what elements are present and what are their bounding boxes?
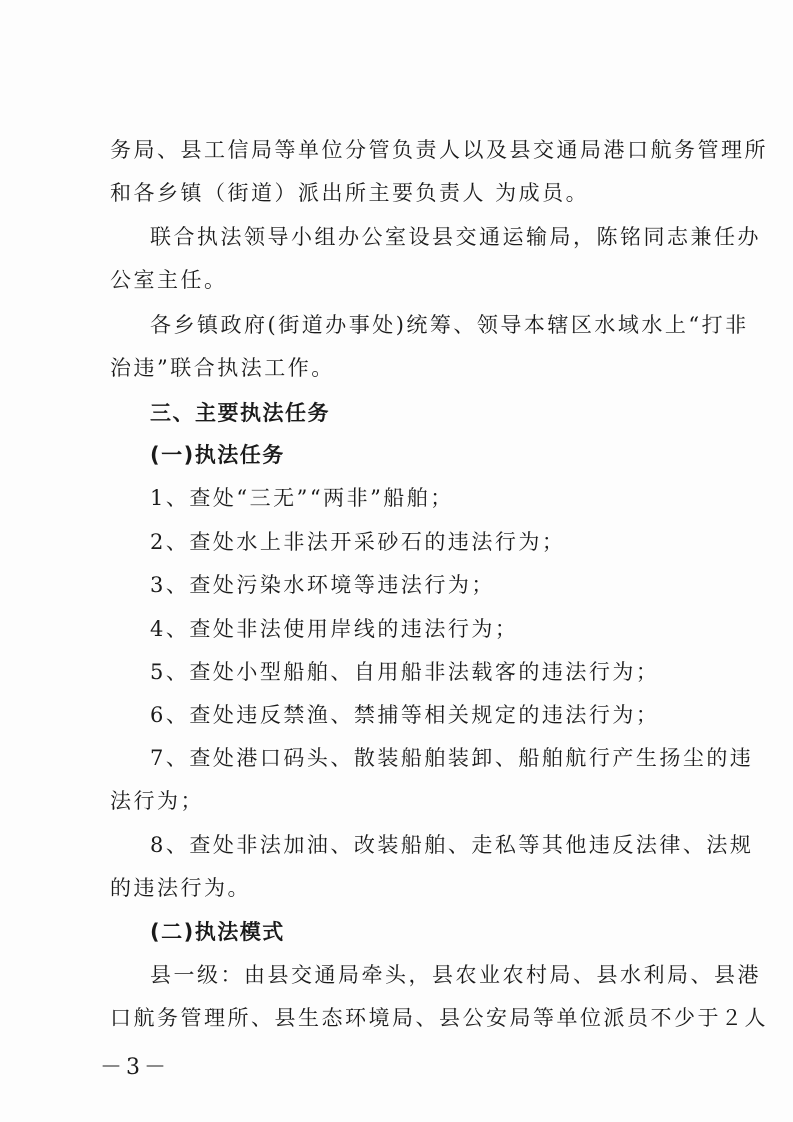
page-number: －3－	[100, 1055, 170, 1080]
task-item-5: 5、查处小型船舶、自用船非法载客的违法行为；	[150, 660, 660, 684]
task-item-7-line-2: 法行为；	[110, 789, 204, 813]
county-level-line-1: 县一级：由县交通局牵头，县农业农村局、县水利局、县港	[150, 963, 761, 987]
task-item-7-line-1: 7、查处港口码头、散装船舶装卸、船舶航行产生扬尘的违	[150, 746, 754, 770]
task-item-4: 4、查处非法使用岸线的违法行为；	[150, 617, 519, 641]
paragraph-3-line-1: 各乡镇政府(街道办事处)统筹、领导本辖区水域水上“打非	[150, 313, 749, 337]
subsection-1-title: (一)执法任务	[150, 443, 285, 467]
paragraph-1-line-2: 和各乡镇（街道）派出所主要负责人 为成员。	[110, 181, 590, 205]
task-item-2: 2、查处水上非法开采砂石的违法行为；	[150, 530, 566, 554]
task-item-8-line-1: 8、查处非法加油、改装船舶、走私等其他违反法律、法规	[150, 833, 754, 857]
section-3-title: 三、主要执法任务	[150, 401, 330, 425]
task-item-8-line-2: 的违法行为。	[110, 876, 251, 900]
paragraph-2-line-1: 联合执法领导小组办公室设县交通运输局，陈铭同志兼任办	[150, 225, 761, 249]
task-item-6: 6、查处违反禁渔、禁捕等相关规定的违法行为；	[150, 703, 660, 727]
task-item-1: 1、查处“三无”“两非”船舶；	[150, 486, 454, 510]
subsection-2-title: (二)执法模式	[150, 920, 285, 944]
paragraph-1-line-1: 务局、县工信局等单位分管负责人以及县交通局港口航务管理所	[110, 138, 768, 162]
paragraph-2-line-2: 公室主任。	[110, 268, 228, 292]
task-item-3: 3、查处污染水环境等违法行为；	[150, 573, 495, 597]
paragraph-3-line-2: 治违”联合执法工作。	[110, 356, 335, 380]
county-level-line-2: 口航务管理所、县生态环境局、县公安局等单位派员不少于２人	[110, 1006, 768, 1030]
